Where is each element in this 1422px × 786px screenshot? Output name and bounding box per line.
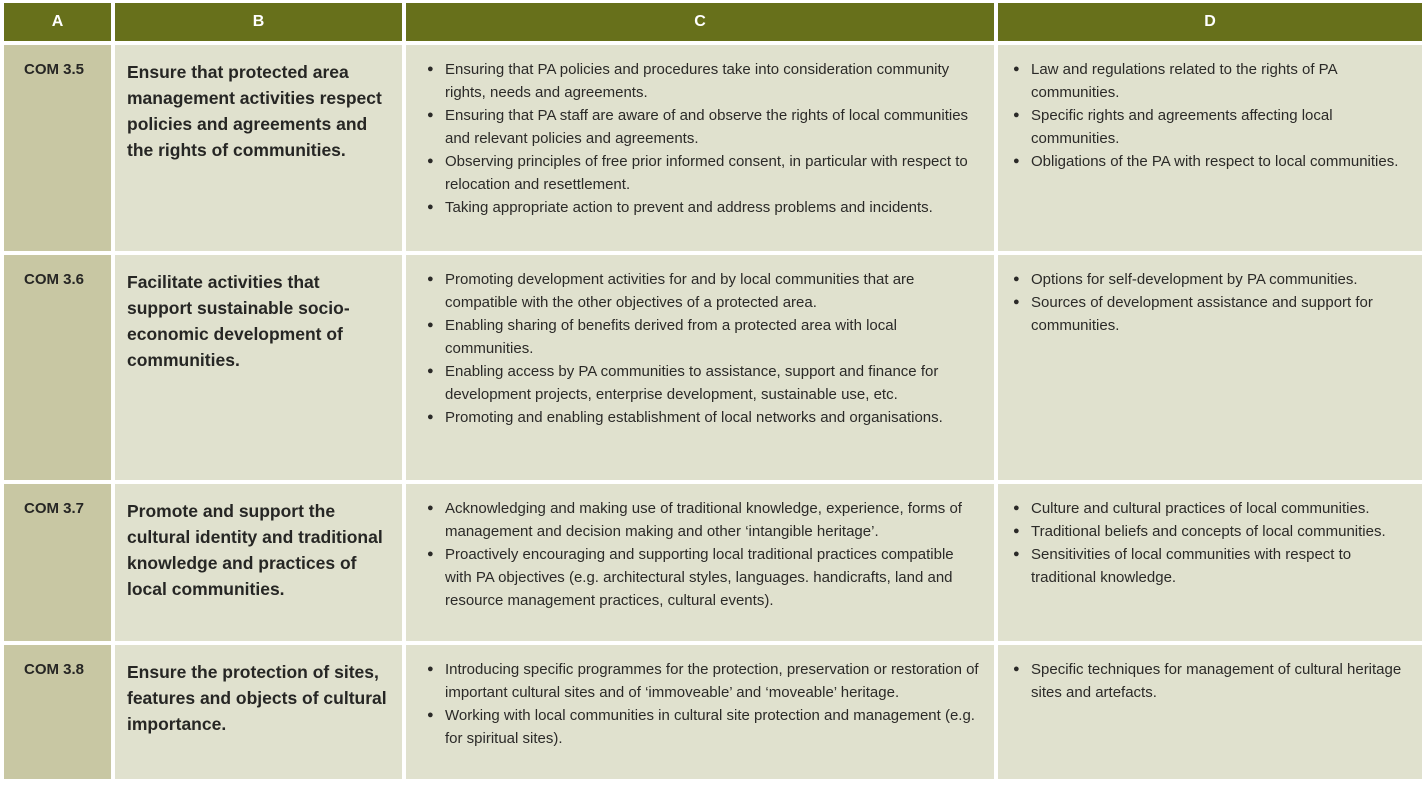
activities-cell [406, 645, 994, 779]
list-item [427, 58, 980, 104]
objective-text: Facilitate activities that support sustainable socio-economic development of communities. [127, 272, 350, 370]
bullet-icon: ● [427, 109, 434, 121]
bullet-icon: ● [427, 365, 434, 377]
list-item-text: Obligations of the PA with respect to local communities. [1031, 153, 1399, 170]
bullet-icon: ● [1013, 273, 1020, 285]
list-item-text: Observing principles of free prior informed consent, in particular with respect to relocation and resettlement. [445, 153, 968, 193]
bullet-icon: ● [1013, 663, 1020, 675]
bullet-icon: ● [1013, 525, 1020, 537]
list-item [427, 104, 980, 150]
column-header: B [115, 3, 402, 41]
objective-cell [115, 45, 402, 251]
list-item [1013, 291, 1410, 337]
code-cell [4, 255, 111, 480]
bullet-icon: ● [427, 201, 434, 213]
objective-text: Ensure that protected area management activities respect policies and agreements and the rights of communities. [127, 62, 382, 160]
competence-table [4, 3, 1422, 779]
list-item [427, 150, 980, 196]
list-item-text: Enabling sharing of benefits derived from a protected area with local communities. [445, 317, 897, 357]
list-item [427, 268, 980, 314]
activities-cell [406, 45, 994, 251]
list-item-text: Acknowledging and making use of traditional knowledge, experience, forms of management and decision making and other ‘intangible heritage’. [445, 500, 962, 540]
column-header: C [406, 3, 994, 41]
activities-list [406, 484, 994, 622]
capacities-list [998, 645, 1422, 714]
capacities-list [998, 255, 1422, 347]
list-item [1013, 520, 1410, 543]
objective-cell [115, 255, 402, 480]
list-item-text: Traditional beliefs and concepts of local communities. [1031, 523, 1386, 540]
list-item [427, 314, 980, 360]
list-item-text: Promoting development activities for and by local communities that are compatible with the other objectives of a protected area. [445, 271, 915, 311]
bullet-icon: ● [427, 411, 434, 423]
list-item-text: Ensuring that PA policies and procedures take into consideration community rights, needs and agreements. [445, 61, 950, 101]
list-item-text: Options for self-development by PA communities. [1031, 271, 1358, 288]
list-item-text: Working with local communities in cultural site protection and management (e.g. for spiritual sites). [445, 707, 975, 747]
capacities-cell [998, 645, 1422, 779]
bullet-icon: ● [427, 319, 434, 331]
bullet-icon: ● [427, 502, 434, 514]
column-header: D [998, 3, 1422, 41]
list-item [427, 658, 980, 704]
list-item-text: Proactively encouraging and supporting local traditional practices compatible with PA objectives (e.g. architectural styles, languages. handicrafts, land and resource management practices, cultural events). [445, 546, 954, 609]
table-row [4, 255, 1422, 480]
table-row [4, 45, 1422, 251]
objective-text: Ensure the protection of sites, features and objects of cultural importance. [127, 662, 387, 734]
code-cell [4, 484, 111, 641]
bullet-icon: ● [427, 709, 434, 721]
bullet-icon: ● [1013, 296, 1020, 308]
bullet-icon: ● [427, 63, 434, 75]
list-item [427, 543, 980, 612]
objective-cell [115, 645, 402, 779]
list-item [1013, 268, 1410, 291]
capacities-list [998, 484, 1422, 599]
activities-list [406, 255, 994, 439]
bullet-icon: ● [427, 548, 434, 560]
bullet-icon: ● [1013, 548, 1020, 560]
activities-list [406, 645, 994, 760]
activities-list [406, 45, 994, 229]
capacities-cell [998, 45, 1422, 251]
row-code: COM 3.6 [24, 271, 85, 288]
bullet-icon: ● [427, 273, 434, 285]
code-cell [4, 645, 111, 779]
list-item-text: Specific rights and agreements affecting local communities. [1031, 107, 1333, 147]
list-item [1013, 104, 1410, 150]
list-item-text: Taking appropriate action to prevent and address problems and incidents. [445, 199, 933, 216]
list-item [427, 360, 980, 406]
list-item-text: Sensitivities of local communities with respect to traditional knowledge. [1031, 546, 1352, 586]
list-item [427, 406, 980, 429]
list-item-text: Sources of development assistance and support for communities. [1031, 294, 1373, 334]
table-row [4, 645, 1422, 779]
list-item-text: Law and regulations related to the rights of PA communities. [1031, 61, 1337, 101]
bullet-icon: ● [427, 663, 434, 675]
table-row [4, 484, 1422, 641]
bullet-icon: ● [1013, 109, 1020, 121]
code-cell [4, 45, 111, 251]
list-item-text: Culture and cultural practices of local communities. [1031, 500, 1370, 517]
activities-cell [406, 255, 994, 480]
row-code: COM 3.7 [24, 500, 85, 517]
capacities-cell [998, 255, 1422, 480]
header-row [4, 3, 1422, 41]
capacities-cell [998, 484, 1422, 641]
list-item-text: Promoting and enabling establishment of local networks and organisations. [445, 409, 943, 426]
objective-cell [115, 484, 402, 641]
list-item-text: Specific techniques for management of cultural heritage sites and artefacts. [1031, 661, 1402, 701]
list-item [1013, 58, 1410, 104]
list-item [427, 497, 980, 543]
bullet-icon: ● [1013, 502, 1020, 514]
objective-text: Promote and support the cultural identity and traditional knowledge and practices of local communities. [127, 501, 383, 599]
list-item-text: Introducing specific programmes for the protection, preservation or restoration of important cultural sites and of ‘immoveable’ and ‘moveable’ heritage. [445, 661, 979, 701]
list-item [427, 196, 980, 219]
list-item [1013, 150, 1410, 173]
bullet-icon: ● [427, 155, 434, 167]
capacities-list [998, 45, 1422, 183]
column-header: A [4, 3, 111, 41]
list-item [1013, 658, 1410, 704]
activities-cell [406, 484, 994, 641]
list-item-text: Enabling access by PA communities to assistance, support and finance for development projects, enterprise development, sustainable use, etc. [445, 363, 939, 403]
row-code: COM 3.5 [24, 61, 85, 78]
bullet-icon: ● [1013, 155, 1020, 167]
list-item [1013, 543, 1410, 589]
bullet-icon: ● [1013, 63, 1020, 75]
list-item [1013, 497, 1410, 520]
list-item-text: Ensuring that PA staff are aware of and observe the rights of local communities and relevant policies and agreements. [445, 107, 969, 147]
list-item [427, 704, 980, 750]
row-code: COM 3.8 [24, 661, 85, 678]
